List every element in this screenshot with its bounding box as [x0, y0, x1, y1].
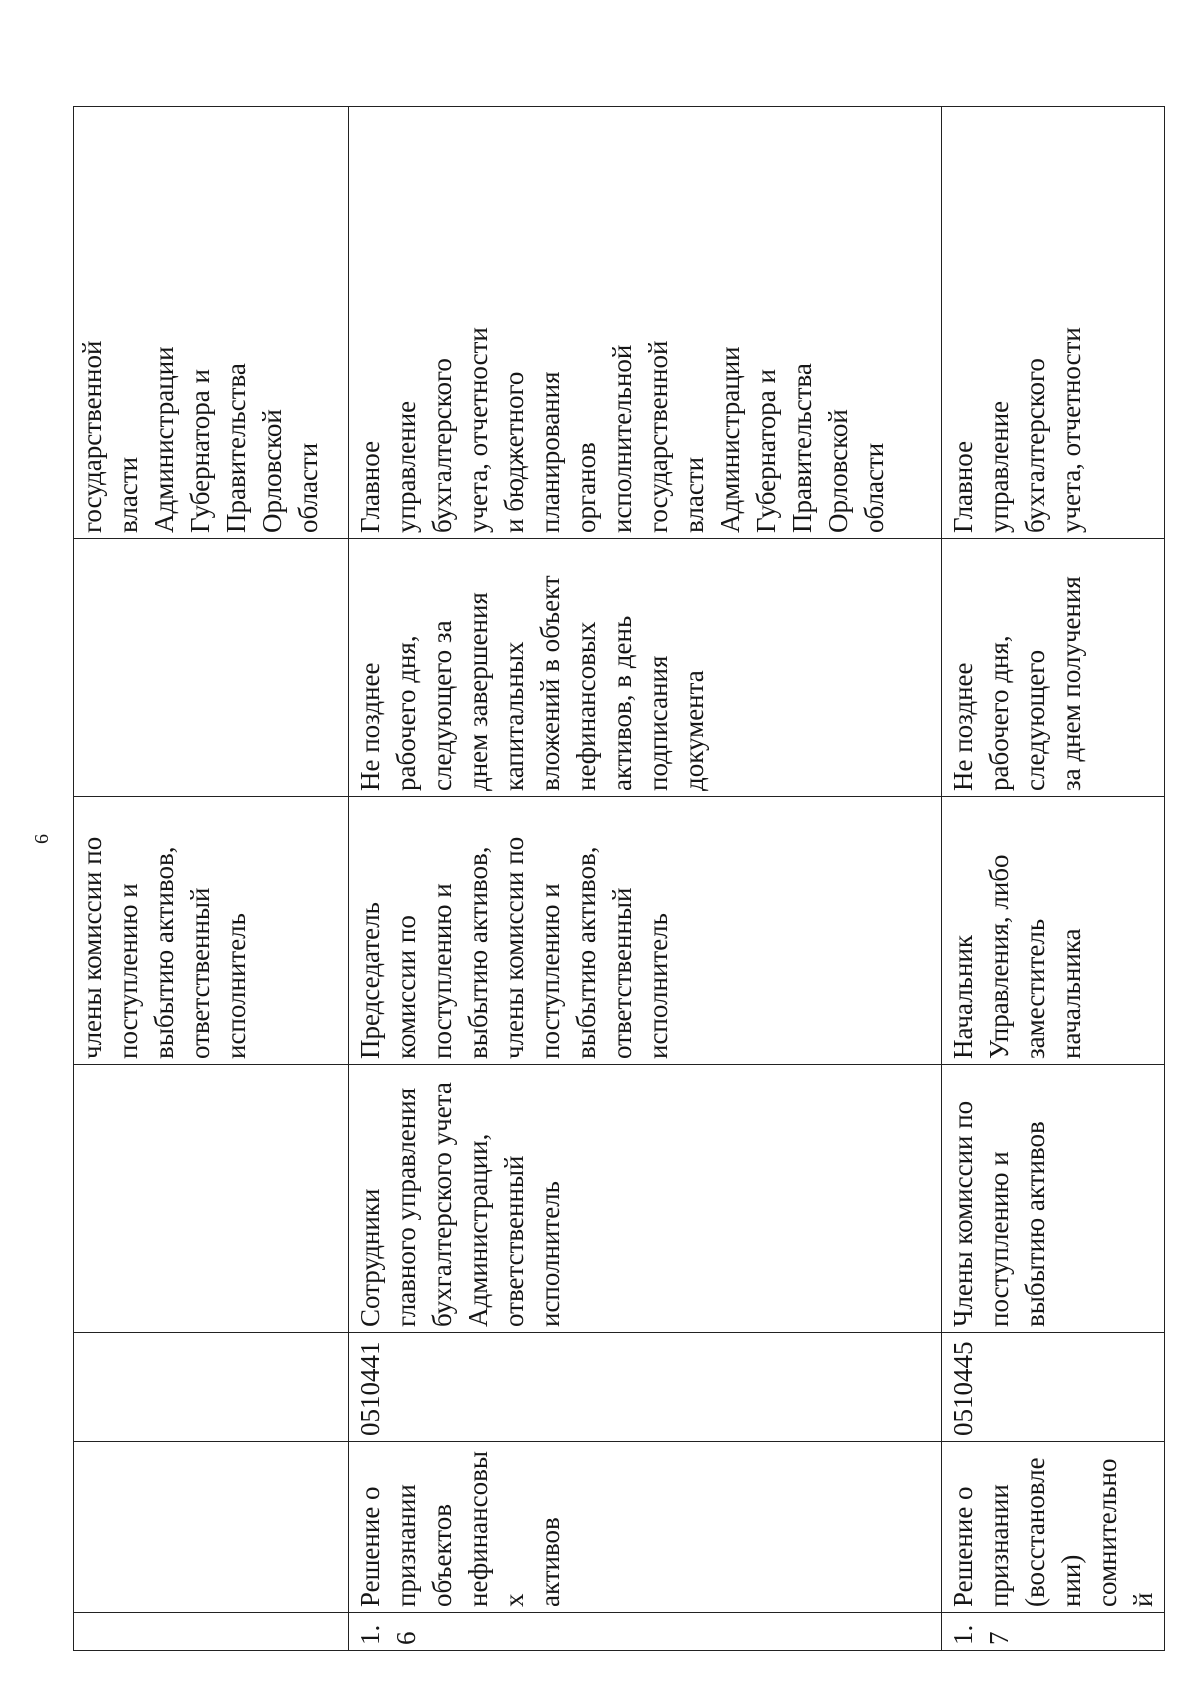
cell-document: [74, 1442, 349, 1613]
cell-deadline: Не позднее рабочего дня, следующего за днем завершения капитальных вложений в объект нефинансовых активов, в день подписания документа: [349, 539, 942, 797]
cell-deadline: [74, 539, 349, 797]
cell-prepared-by: Сотрудники главного управления бухгалтерского учета Администрации, ответственный исполнитель: [349, 1065, 942, 1333]
table-row: [74, 107, 349, 1651]
documents-table: [73, 106, 1165, 1651]
cell-recipient: государственной власти Администрации Губернатора и Правительства Орловской области: [74, 107, 349, 539]
cell-recipient: Главное управление бухгалтерского учета, отчетности: [942, 107, 1165, 539]
cell-deadline: Не позднее рабочего дня, следующего за днем получения: [942, 539, 1165, 797]
cell-number: 1.6: [349, 1613, 942, 1651]
rotated-table: [73, 107, 1158, 1651]
cell-signed-by: Начальник Управления, либо заместитель начальника: [942, 797, 1165, 1065]
cell-document: Решение о признании объектов нефинансовых активов: [349, 1442, 942, 1613]
page-number: 6: [31, 834, 53, 844]
cell-recipient: Главное управление бухгалтерского учета, отчетности и бюджетного планирования органов исполнительной государственной власти Администрации Губернатора и Правительства Орловской области: [349, 107, 942, 539]
document-table-container: [73, 107, 1158, 1651]
cell-prepared-by: [74, 1065, 349, 1333]
cell-signed-by: члены комиссии по поступлению и выбытию активов, ответственный исполнитель: [74, 797, 349, 1065]
table-row: [349, 107, 942, 1651]
cell-document: Решение о признании (восстановлении) сомнительной: [942, 1442, 1165, 1613]
cell-code: 0510441: [349, 1333, 942, 1442]
cell-code: [74, 1333, 349, 1442]
cell-number: 1.7: [942, 1613, 1165, 1651]
cell-code: 0510445: [942, 1333, 1165, 1442]
cell-signed-by: Председатель комиссии по поступлению и выбытию активов, члены комиссии по поступлению и выбытию активов, ответственный исполнитель: [349, 797, 942, 1065]
cell-prepared-by: Члены комиссии по поступлению и выбытию активов: [942, 1065, 1165, 1333]
table-row: [942, 107, 1165, 1651]
cell-number: [74, 1613, 349, 1651]
